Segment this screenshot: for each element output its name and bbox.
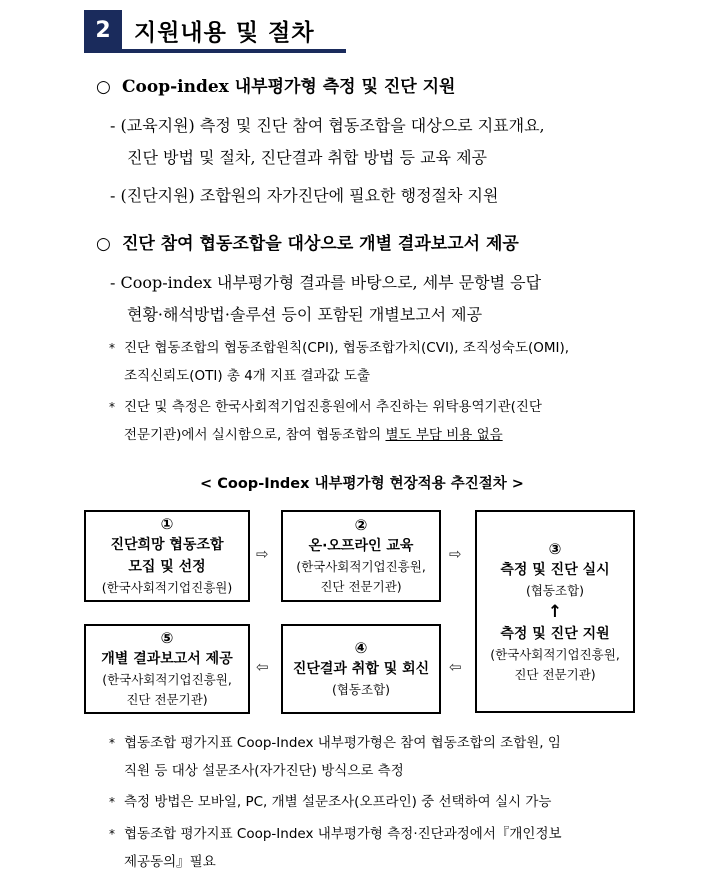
- circle-bullet-icon: ○: [96, 234, 111, 254]
- flow-step-1: [84, 510, 250, 602]
- item1-sub1-line1: - (교육지원) 측정 및 진단 참여 협동조합을 대상으로 지표개요,: [110, 116, 545, 135]
- bottom-note-3-line1: 협동조합 평가지표 Coop-Index 내부평가형 측정·진단과정에서『개인정보: [124, 826, 562, 842]
- step4-number: ④: [354, 639, 368, 657]
- item2-heading: [96, 229, 519, 254]
- item2-note1-line2: 조직신뢰도(OTI) 총 4개 지표 결과값 도출: [124, 368, 371, 384]
- item1-sub1-line2: 진단 방법 및 절차, 진단결과 취합 방법 등 교육 제공: [127, 148, 487, 167]
- item1-title: Coop-index 내부평가형 측정 및 진단 지원: [122, 77, 456, 97]
- flow-step-3: [475, 510, 635, 713]
- bottom-note-3-line2: 제공동의』필요: [124, 854, 216, 870]
- bottom-note-3: [109, 820, 562, 876]
- section-underline: [84, 49, 346, 53]
- flow-caption: < Coop-Index 내부평가형 현장적용 추진절차 >: [200, 476, 524, 492]
- step5-org-line1: (한국사회적기업진흥원,: [102, 672, 232, 687]
- item2-note1-line1: 진단 협동조합의 협동조합원칙(CPI), 협동조합가치(CVI), 조직성숙도(OMI),: [124, 340, 570, 356]
- item2-note2: [109, 393, 542, 449]
- step3-org-top: (협동조합): [525, 582, 585, 598]
- step5-number: ⑤: [160, 629, 174, 647]
- asterisk-icon: *: [109, 795, 115, 809]
- item1-sub1: [110, 110, 545, 174]
- asterisk-icon: *: [109, 827, 115, 841]
- step3-title-top: 측정 및 진단 실시: [500, 561, 610, 578]
- section-title: 지원내용 및 절차: [134, 20, 315, 46]
- item2-sub1: [110, 267, 541, 331]
- left-arrow-icon: ⇦: [449, 658, 462, 676]
- step3-number: ③: [548, 539, 562, 558]
- item2-note1: [109, 334, 570, 390]
- step4-org: (협동조합): [331, 682, 391, 697]
- step3-org-bottom-line1: (한국사회적기업진흥원,: [490, 646, 620, 662]
- step2-org-line1: (한국사회적기업진흥원,: [296, 559, 426, 574]
- flow-step-4: [281, 624, 441, 714]
- item2-note2-line2: 전문기관)에서 실시함으로, 참여 협동조합의 별도 부담 비용 없음: [124, 427, 503, 443]
- up-arrow-icon: ↑: [547, 601, 563, 622]
- underlined-no-cost: 별도 부담 비용 없음: [385, 427, 503, 443]
- step1-title-line1: 진단희망 협동조합: [110, 537, 224, 553]
- bottom-note-2-line1: 측정 방법은 모바일, PC, 개별 설문조사(오프라인) 중 선택하여 실시 가능: [124, 794, 552, 810]
- section-number: 2: [84, 10, 122, 50]
- step3-org-bottom-line2: 진단 전문기관): [514, 666, 596, 682]
- step1-title-line2: 모집 및 선정: [128, 559, 206, 575]
- right-arrow-icon: ⇨: [256, 545, 269, 563]
- bottom-note-2: [109, 788, 552, 816]
- item1-heading: [96, 72, 455, 97]
- flow-step-2: [281, 510, 441, 602]
- bottom-note-1-line2: 직원 등 대상 설문조사(자가진단) 방식으로 측정: [124, 763, 404, 779]
- step1-number: ①: [160, 515, 174, 533]
- step5-title: 개별 결과보고서 제공: [101, 651, 233, 667]
- bottom-note-1-line1: 협동조합 평가지표 Coop-Index 내부평가형은 참여 협동조합의 조합원, 임: [124, 735, 561, 751]
- item2-sub1-line2: 현황·해석방법·솔루션 등이 포함된 개별보고서 제공: [127, 305, 483, 324]
- step2-title: 온·오프라인 교육: [308, 538, 414, 554]
- asterisk-icon: *: [109, 736, 115, 750]
- item2-note2-line1: 진단 및 측정은 한국사회적기업진흥원에서 추진하는 위탁용역기관(진단: [124, 399, 542, 415]
- item1-sub2: - (진단지원) 조합원의 자가진단에 필요한 행정절차 지원: [110, 186, 499, 205]
- asterisk-icon: *: [109, 400, 115, 414]
- step5-org-line2: 진단 전문기관): [126, 692, 208, 707]
- bottom-note-1: [109, 729, 561, 785]
- asterisk-icon: *: [109, 341, 115, 355]
- circle-bullet-icon: ○: [96, 77, 111, 97]
- item2-sub1-line1: - Coop-index 내부평가형 결과를 바탕으로, 세부 문항별 응답: [110, 273, 542, 292]
- left-arrow-icon: ⇦: [256, 658, 269, 676]
- step3-title-bottom: 측정 및 진단 지원: [500, 625, 610, 642]
- item2-title: 진단 참여 협동조합을 대상으로 개별 결과보고서 제공: [122, 234, 519, 254]
- step1-org: (한국사회적기업진흥원): [101, 580, 233, 595]
- step2-number: ②: [354, 516, 368, 534]
- right-arrow-icon: ⇨: [449, 545, 462, 563]
- flow-step-5: [84, 624, 250, 714]
- step2-org-line2: 진단 전문기관): [320, 579, 402, 594]
- step4-title: 진단결과 취합 및 회신: [292, 661, 430, 677]
